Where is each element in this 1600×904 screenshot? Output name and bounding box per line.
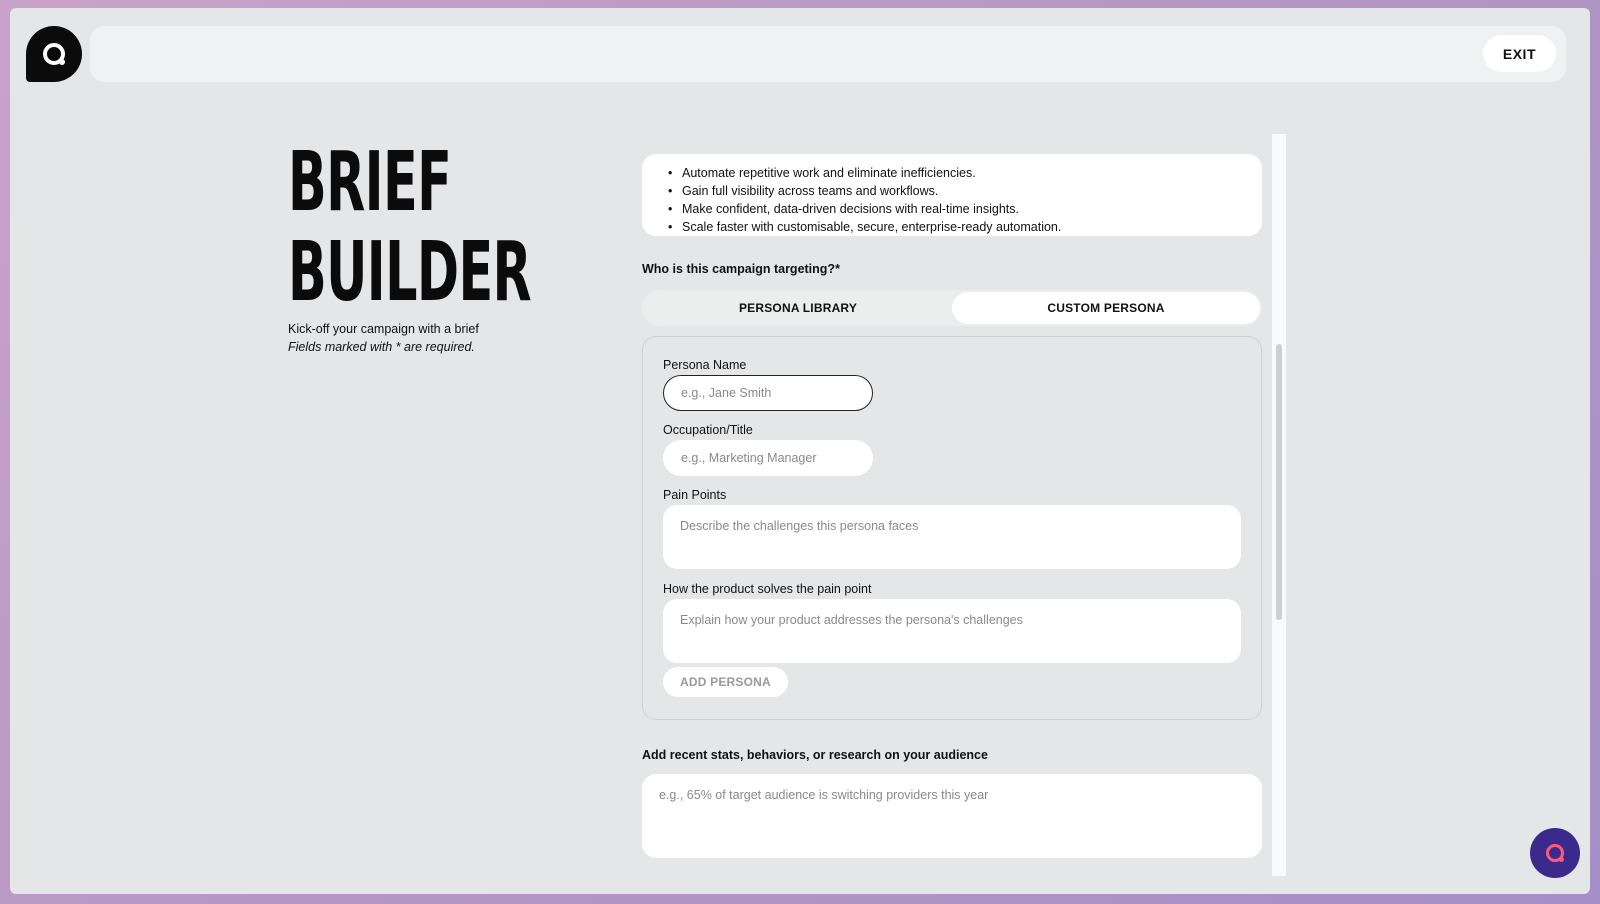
add-persona-button[interactable]: ADD PERSONA (663, 667, 788, 697)
pain-points-label: Pain Points (663, 488, 727, 502)
top-bar (90, 26, 1566, 82)
research-textarea[interactable] (642, 774, 1262, 858)
persona-name-input[interactable] (663, 375, 873, 411)
form-scroll-area[interactable] (642, 134, 1262, 886)
app-window (10, 8, 1590, 894)
ring-logo-icon[interactable] (26, 26, 82, 82)
tab-persona-library[interactable]: PERSONA LIBRARY (738, 301, 858, 315)
tab-custom-persona[interactable]: CUSTOM PERSONA (952, 292, 1260, 324)
page-subtitle: Kick-off your campaign with a brief (288, 322, 479, 336)
occupation-label: Occupation/Title (663, 423, 753, 437)
scrollbar-thumb[interactable] (1276, 344, 1282, 620)
research-label: Add recent stats, behaviors, or research on your audience (642, 748, 988, 762)
list-item: • Gain full visibility across teams and workflows. (668, 182, 1232, 200)
custom-persona-card (642, 336, 1262, 720)
chat-assistant-icon[interactable] (1530, 828, 1580, 878)
page-title: BRIEF BUILDER (288, 135, 532, 320)
required-note: Fields marked with * are required. (288, 340, 475, 354)
occupation-input[interactable] (663, 440, 873, 476)
pain-points-textarea[interactable] (663, 505, 1241, 569)
solution-label: How the product solves the pain point (663, 582, 872, 596)
list-item: • Automate repetitive work and eliminate inefficiencies. (668, 164, 1232, 182)
benefits-list (642, 154, 1262, 236)
solution-textarea[interactable] (663, 599, 1241, 663)
exit-button[interactable]: EXIT (1483, 35, 1556, 72)
scrollbar[interactable] (1272, 134, 1286, 876)
list-item: • Scale faster with customisable, secure, enterprise-ready automation. (668, 218, 1232, 236)
persona-tabs (642, 290, 1262, 326)
hero-section (288, 135, 608, 354)
list-item: • Make confident, data-driven decisions with real-time insights. (668, 200, 1232, 218)
persona-name-label: Persona Name (663, 358, 747, 372)
targeting-question: Who is this campaign targeting?* (642, 262, 840, 276)
